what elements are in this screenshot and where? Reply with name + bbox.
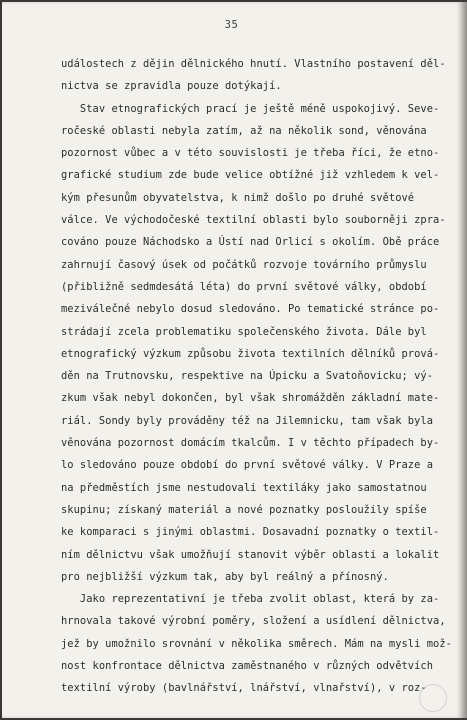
text-line: nictva se zpravidla pouze dotýkají. xyxy=(61,80,282,93)
text-line: ním dělnictvu však umožňují stanovit výběr oblasti a lokalit xyxy=(61,548,440,561)
text-line: Jako reprezentativní je třeba zvolit oblast, která by za- xyxy=(61,593,440,606)
text-line: grafické studium zde bude velice obtížné již vzhledem k vel- xyxy=(61,169,440,182)
text-line: věnována pozornost domácím tkalcům. I v těchto případech by- xyxy=(61,437,440,450)
page-edge-shadow xyxy=(461,2,467,718)
text-line: skupinu; získaný materiál a nové poznatky posloužily spíše xyxy=(61,503,427,516)
text-line: válce. Ve východočeské textilní oblasti bylo souborněji zpra- xyxy=(61,214,446,227)
text-line: ročeské oblasti nebyla zatím, až na několik sond, věnována xyxy=(61,124,427,137)
text-line: Stav etnografických prací je ještě méně uspokojivý. Seve- xyxy=(61,102,440,115)
text-line: jež by umožnilo srovnání v několika směrech. Mám na mysli mož- xyxy=(61,637,452,650)
text-line: hrnovala takové výrobní poměry, složení a usídlení dělnictva, xyxy=(61,615,446,628)
text-line: na předměstích jsme nestudovali textiláky jako samostatnou xyxy=(61,481,427,494)
document-page xyxy=(2,2,461,718)
text-line: riál. Sondy byly prováděny též na Jilemnicku, tam však byla xyxy=(61,414,434,427)
text-line: (přibližně sedmdesátá léta) do první světové války, období xyxy=(61,280,427,293)
text-line: nost konfrontace dělnictva zaměstnaného v různých odvětvích xyxy=(61,660,434,673)
text-line: meziválečné nebylo dosud sledováno. Po tematické stránce po- xyxy=(61,303,440,316)
text-line: etnografický výzkum způsobu života textilních dělníků prová- xyxy=(61,347,440,360)
text-line: cováno pouze Náchodsko a Ústí nad Orlicí s okolím. Obě práce xyxy=(61,236,440,249)
body-text xyxy=(61,53,452,700)
text-line: strádají zcela problematiku společenského života. Dále byl xyxy=(61,325,427,338)
text-line: kým přesunům obyvatelstva, k nimž došlo po druhé světové xyxy=(61,191,415,204)
text-line: zahrnují časový úsek od počátků rozvoje továrního průmyslu xyxy=(61,258,427,271)
text-line: událostech z dějin dělnického hnutí. Vlastního postavení děl- xyxy=(61,58,446,70)
text-line: ke komparaci s jinými oblastmi. Dosavadní poznatky o textil- xyxy=(61,526,440,539)
text-line: zkum však nebyl dokončen, byl však shromážděn základní mate- xyxy=(61,392,440,405)
page-number: 35 xyxy=(224,19,239,31)
text-line: textilní výroby (bavlnářství, lnářství, vlnařství), v roz- xyxy=(61,682,427,695)
library-stamp xyxy=(419,684,447,712)
text-line: lo sledováno pouze období do první světové války. V Praze a xyxy=(61,459,434,472)
text-line: pro nejbližší výzkum tak, aby byl reálný a přínosný. xyxy=(61,570,389,583)
text-line: pozornost vůbec a v této souvislosti je třeba říci, že etno- xyxy=(61,147,440,160)
text-line: děn na Trutnovsku, respektive na Úpicku a Svatoňovicku; vý- xyxy=(61,370,434,383)
